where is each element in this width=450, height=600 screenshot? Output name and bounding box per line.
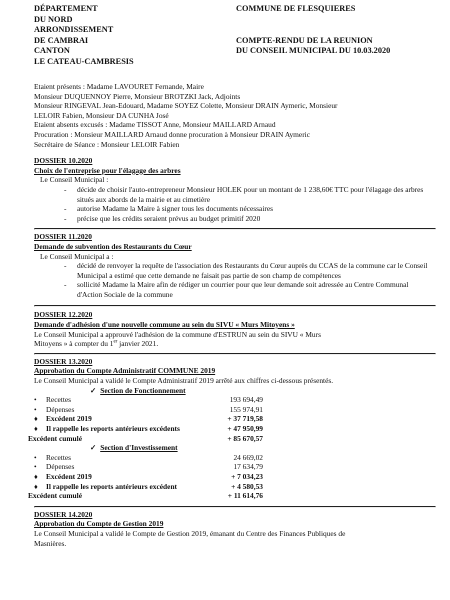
attendance-line: Procuration : Monsieur MAILLARD Arnaud donne procuration à Monsieur DRAIN Aymeric: [34, 129, 311, 139]
attendance-line: Monsieur DUQUENNOY Pierre, Monsieur BROTZKI Jack, Adjoints: [34, 91, 241, 101]
dash-icon: -: [64, 280, 67, 290]
list-item: - décide de choisir l'auto-entrepreneur Monsieur HOLEK pour un montant de 1 238,60€ TTC pour l'élagage des arbres situés aux abords de la mairie et au cimetière: [64, 184, 424, 204]
dossier-11-title: DOSSIER 11.2020: [34, 232, 92, 242]
diamond-icon: ♦: [34, 471, 38, 481]
dash-icon: -: [64, 204, 67, 214]
dossier-11-list: [34, 261, 434, 299]
bullet-icon: •: [34, 462, 37, 472]
attendance-line: Secrétaire de Séance : Monsieur LELOIR Fabien: [34, 139, 180, 149]
header-line: ARRONDISSEMENT: [34, 25, 114, 35]
section-divider: [34, 506, 436, 508]
list-item: - décidé de renvoyer la requête de l'association des Restaurants du Cœur auprès du CCAS de la commune car le Conseil Municipal a estimé que cette demande ne faisait pas partie de son champ de compétences: [64, 261, 428, 280]
finance-row: • Recettes 24 669,02: [34, 452, 263, 462]
dossier-11-intro: Le Conseil Municipal a :: [40, 251, 114, 261]
section-divider: [34, 228, 436, 230]
attendance-line: LELOIR Fabien, Monsieur DA CUNHA José: [34, 110, 169, 120]
dossier-10-list: [34, 185, 434, 223]
dash-icon: -: [64, 261, 67, 271]
attendance-line: Etaient présents : Madame LAVOURET Fernande, Maire: [34, 82, 204, 91]
dossier-10-title: DOSSIER 10.2020: [34, 156, 93, 166]
dossier-13-subject: Approbation du Compte Administratif COMMUNE 2019: [34, 366, 216, 376]
dossier-14-text: Le Conseil Municipal a validé le Compte de Gestion 2019, émanant du Centre des Finances Publiques de: [34, 528, 346, 538]
dash-icon: -: [64, 213, 67, 223]
diamond-icon: ♦: [34, 414, 38, 424]
dossier-13-title: DOSSIER 13.2020: [34, 356, 93, 366]
bullet-icon: •: [34, 395, 37, 405]
finance-row: • Dépenses 155 974,91: [34, 404, 263, 414]
dossier-14-text: Masnières.: [34, 538, 67, 548]
list-item: - sollicité Madame la Maire afin de rédiger un courrier pour que leur demande soit adressée au Centre Communal d'Action Sociale de la commune: [64, 280, 409, 299]
commune-header: [236, 4, 441, 57]
diamond-icon: ♦: [34, 481, 38, 491]
operating-section-title: ✓ Section de Fonctionnement: [90, 385, 186, 395]
dossier-13-intro: Le Conseil Municipal a validé le Compte Administratif 2019 arrêté aux chiffres ci-dessous présentés.: [34, 376, 334, 386]
finance-row: ♦ Excédent 2019 + 37 719,58: [34, 414, 263, 424]
department-header: [34, 4, 204, 68]
finance-row: Excédent cumulé + 85 670,57: [28, 433, 263, 443]
dossier-10-intro: Le Conseil Municipal :: [40, 175, 109, 185]
finance-row: • Dépenses 17 634,79: [34, 462, 263, 472]
dossier-14-subject: Approbation du Compte de Gestion 2019: [34, 519, 164, 529]
dossier-10-subject: Choix de l'entreprise pour l'élagage des arbres: [34, 165, 181, 175]
finance-row: Excédent cumulé + 11 614,76: [28, 491, 263, 501]
list-item: - précise que les crédits seraient prévus au budget primitif 2020: [64, 213, 261, 223]
dossier-12-text: Le Conseil Municipal a approuvé l'adhésion de la commune d'ESTRUN au sein du SIVU « Murs: [34, 329, 321, 339]
list-item: - autorise Madame la Maire à signer tous les documents nécessaires: [64, 204, 273, 214]
dossier-12-subject: Demande d'adhésion d'une nouvelle commune au sein du SIVU « Murs Mitoyens »: [34, 320, 295, 330]
dossier-12-title: DOSSIER 12.2020: [34, 310, 93, 320]
attendance-block: [34, 82, 434, 149]
finance-row: ♦ Excédent 2019 + 7 034,23: [34, 471, 263, 481]
check-icon: ✓: [90, 443, 97, 453]
document-body: [28, 82, 434, 548]
bullet-icon: •: [34, 452, 37, 462]
finance-row: ♦ Il rappelle les reports antérieurs excédents + 47 950,99: [34, 424, 263, 433]
dash-icon: -: [64, 184, 67, 194]
section-divider: [34, 305, 436, 307]
commune-name: COMMUNE DE FLESQUIERES: [236, 4, 356, 13]
attendance-line: Etaient absents excusés : Madame TISSOT Anne, Monsieur MAILLARD Arnaud: [34, 120, 276, 130]
section-divider: [34, 353, 436, 355]
check-icon: ✓: [90, 385, 97, 395]
header-line: CANTON: [34, 46, 70, 56]
bullet-icon: •: [34, 404, 37, 414]
investment-section-title: ✓ Section d'Investissement: [90, 443, 178, 453]
report-title: COMPTE-RENDU DE LA REUNION: [236, 35, 373, 45]
header-line: DE CAMBRAI: [34, 35, 89, 45]
dossier-14-title: DOSSIER 14.2020: [34, 509, 93, 519]
diamond-icon: ♦: [34, 424, 38, 433]
header-line: LE CATEAU-CAMBRESIS: [34, 56, 134, 66]
report-date: DU CONSEIL MUNICIPAL DU 10.03.2020: [236, 46, 391, 56]
dossier-12-text: Mitoyens » à compter du 1er janvier 2021.: [34, 339, 159, 349]
header-line: DU NORD: [34, 14, 73, 24]
finance-row: ♦ Il rappelle les reports antérieurs excédent + 4 580,53: [34, 481, 263, 491]
attendance-line: Monsieur RINGEVAL Jean-Edouard, Madame SOYEZ Colette, Monsieur DRAIN Aymeric, Monsieur: [34, 101, 338, 111]
finance-row: • Recettes 193 694,49: [34, 395, 263, 405]
dossier-11-subject: Demande de subvention des Restaurants du Cœur: [34, 241, 192, 251]
header-line: DÉPARTEMENT: [34, 4, 98, 13]
